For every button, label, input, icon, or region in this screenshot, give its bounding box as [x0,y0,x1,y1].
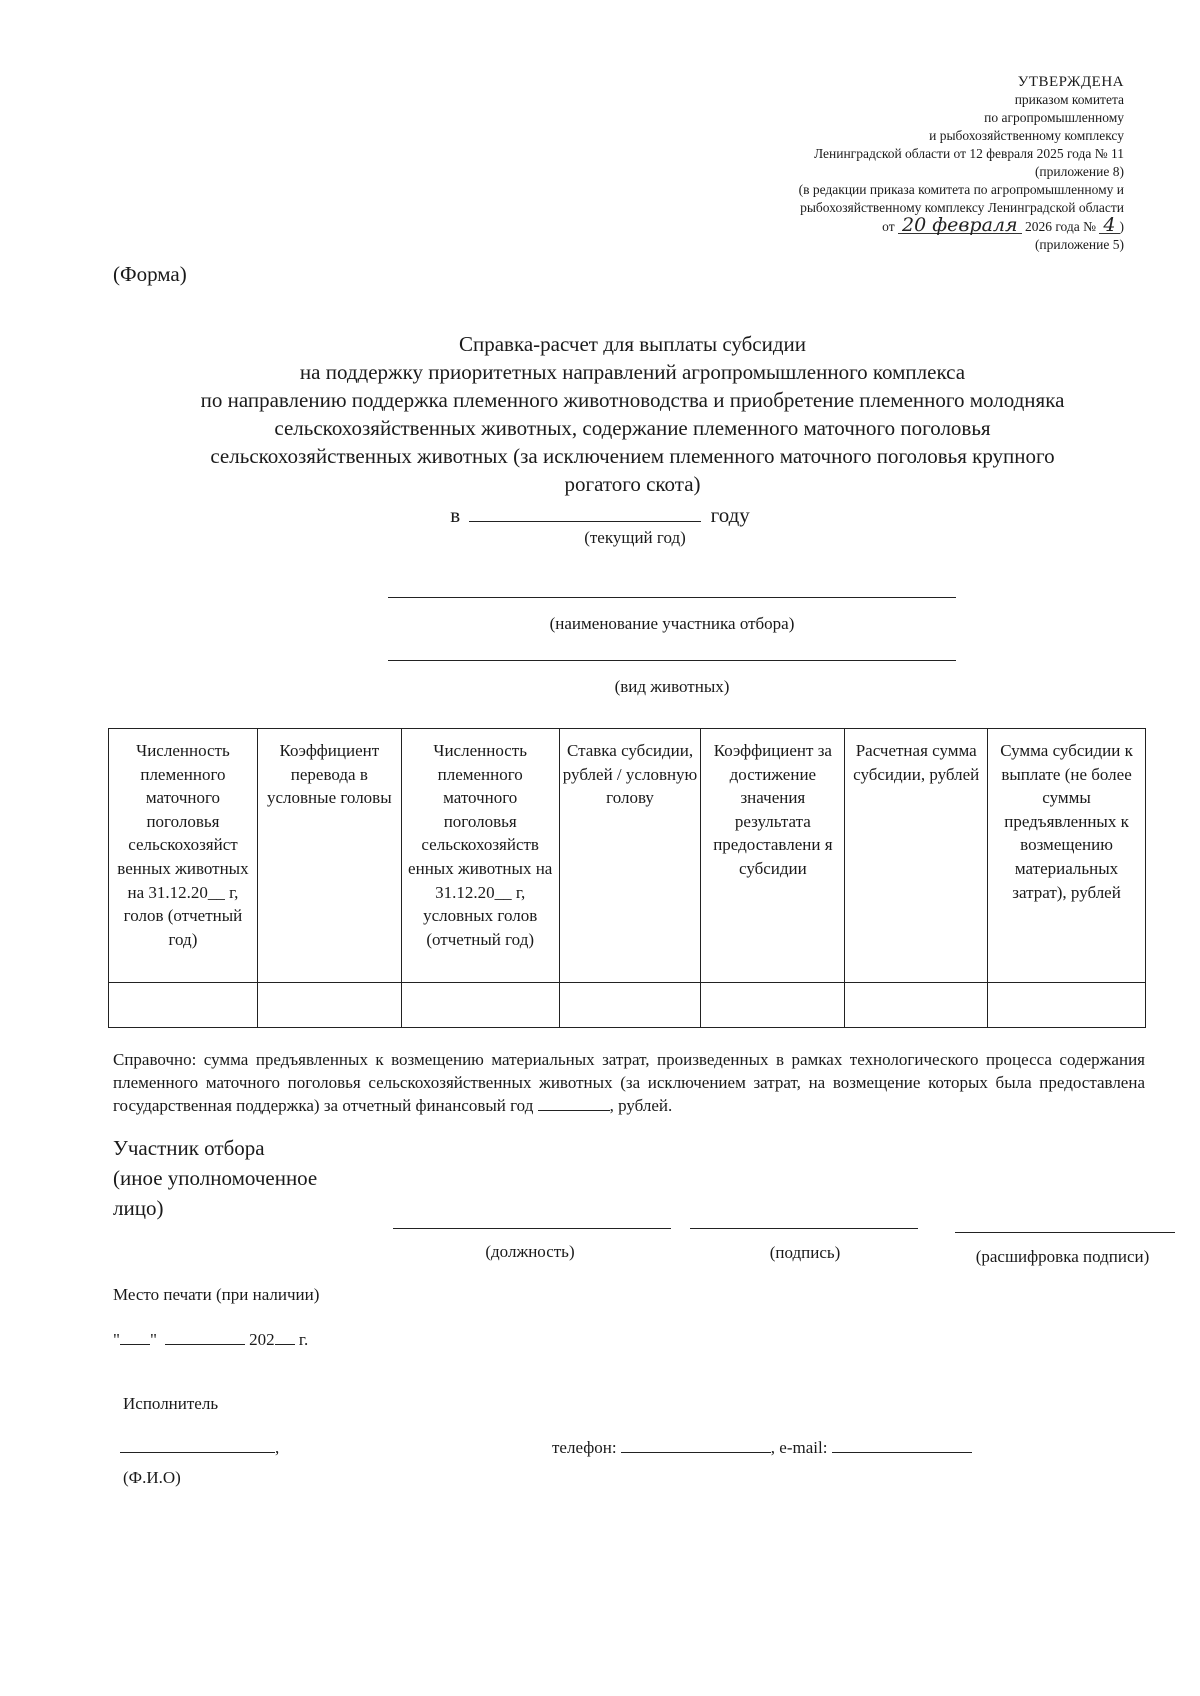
position-field[interactable] [393,1228,671,1229]
signature-field[interactable] [690,1228,918,1229]
date-close-quote: " [149,1330,157,1349]
header-cell: Коэффициент за достижение значения результата предоставлени я субсидии [701,729,845,983]
participant-label [113,1133,317,1223]
header-cell: Численность племенного маточного поголовья сельскохозяйст венных животных на 31.12.20__ г, голов (отчетный год) [109,729,258,983]
executor-name-line [120,1438,279,1458]
form-label: (Форма) [113,262,187,286]
year-prefix: в [450,503,461,527]
table-cell[interactable] [845,983,988,1028]
approval-year: 2026 года № [1024,219,1097,234]
header-cell: Ставка субсидии, рублей / условную голову [559,729,701,983]
note-text: Справочно: сумма предъявленных к возмещению материальных затрат, произведенных в рамках технологического процесса содержания племенного маточного поголовья сельскохозяйственных животных (за исключением затрат, на возмещение которых была предоставлена государственная поддержка) за отчетный финансовый год [113,1050,1145,1115]
email-label: , e-mail: [770,1438,828,1457]
approval-title: УТВЕРЖДЕНА [1017,74,1124,90]
approval-block [604,73,1124,254]
year-suffix: году [710,503,750,527]
header-cell: Численность племенного маточного поголовья сельскохозяйств енных животных на 31.12.20__ г, условных голов (отчетный год) [401,729,559,983]
date-line [113,1330,308,1350]
approval-date-line [604,214,1124,236]
participant-label-line: Участник отбора [113,1136,265,1160]
email-field[interactable] [832,1440,972,1453]
title-line: на поддержку приоритетных направлений агропромышленного комплекса [299,360,966,384]
year-field[interactable] [275,1332,295,1345]
day-field[interactable] [120,1332,150,1345]
approval-line: Ленинградской области от 12 февраля 2025 года № 11 [813,146,1124,161]
approval-line: приказом комитета [1014,92,1124,107]
table-cell[interactable] [559,983,701,1028]
approval-line: рыбохозяйственному комплексу Ленинградской области [800,200,1124,215]
date-year-prefix: 202 [249,1330,275,1349]
table-cell[interactable] [988,983,1146,1028]
phone-label: телефон: [552,1438,617,1457]
animal-caption: (вид животных) [614,677,730,696]
note-amount-field[interactable] [538,1096,610,1111]
approval-line: по агропромышленному [984,110,1124,125]
approval-line: и рыбохозяйственному комплексу [929,128,1124,143]
header-cell: Расчетная сумма субсидии, рублей [845,729,988,983]
header-cell: Коэффициент перевода в условные головы [257,729,401,983]
year-line [400,503,800,528]
executor-comma: , [275,1438,280,1457]
handwritten-date: 20 февраля [898,217,1022,234]
approval-close-paren: ) [1119,219,1124,234]
approval-line: (приложение 5) [1034,237,1124,252]
decoding-caption: (расшифровка подписи) [975,1247,1150,1266]
position-caption: (должность) [485,1242,575,1261]
document-title [120,330,1145,498]
table-cell[interactable] [701,983,845,1028]
table-cell[interactable] [401,983,559,1028]
title-line: рогатого скота) [564,472,701,496]
reference-note [113,1048,1145,1117]
animal-type-field[interactable] [388,660,956,661]
approval-line: (приложение 8) [1034,164,1124,179]
participant-name-field[interactable] [388,597,956,598]
year-blank-field[interactable] [469,503,701,522]
table-header-row [109,729,1146,983]
contacts-line [552,1438,972,1458]
signature-caption: (подпись) [769,1243,841,1262]
phone-field[interactable] [621,1440,771,1453]
month-field[interactable] [165,1332,245,1345]
table-row [109,983,1146,1028]
date-open-quote: " [113,1330,120,1349]
executor-name-field[interactable] [120,1440,275,1453]
title-line: сельскохозяйственных животных (за исключением племенного маточного поголовья крупного [210,444,1055,468]
title-line: сельскохозяйственных животных, содержание племенного маточного поголовья [274,416,991,440]
table-cell[interactable] [257,983,401,1028]
participant-caption: (наименование участника отбора) [549,614,795,633]
table-cell[interactable] [109,983,258,1028]
date-year-suffix: г. [298,1330,309,1349]
note-suffix: , рублей. [609,1096,673,1115]
decoding-field[interactable] [955,1232,1175,1233]
title-line: Справка-расчет для выплаты субсидии [458,332,806,356]
participant-label-line: (иное уполномоченное [113,1166,318,1190]
title-line: по направлению поддержка племенного животноводства и приобретение племенного молодняка [200,388,1065,412]
executor-label: Исполнитель [123,1394,219,1413]
stamp-label: Место печати (при наличии) [113,1285,320,1304]
subsidy-table [108,728,1146,1028]
participant-label-line: лицо) [113,1196,164,1220]
handwritten-number: 4 [1099,217,1119,234]
year-caption: (текущий год) [584,528,686,547]
approval-from: от [882,219,895,234]
fio-caption: (Ф.И.О) [123,1468,181,1487]
approval-line: (в редакции приказа комитета по агропромышленному и [798,182,1124,197]
header-cell: Сумма субсидии к выплате (не более суммы предъявленных к возмещению материальных затрат), рублей [988,729,1146,983]
